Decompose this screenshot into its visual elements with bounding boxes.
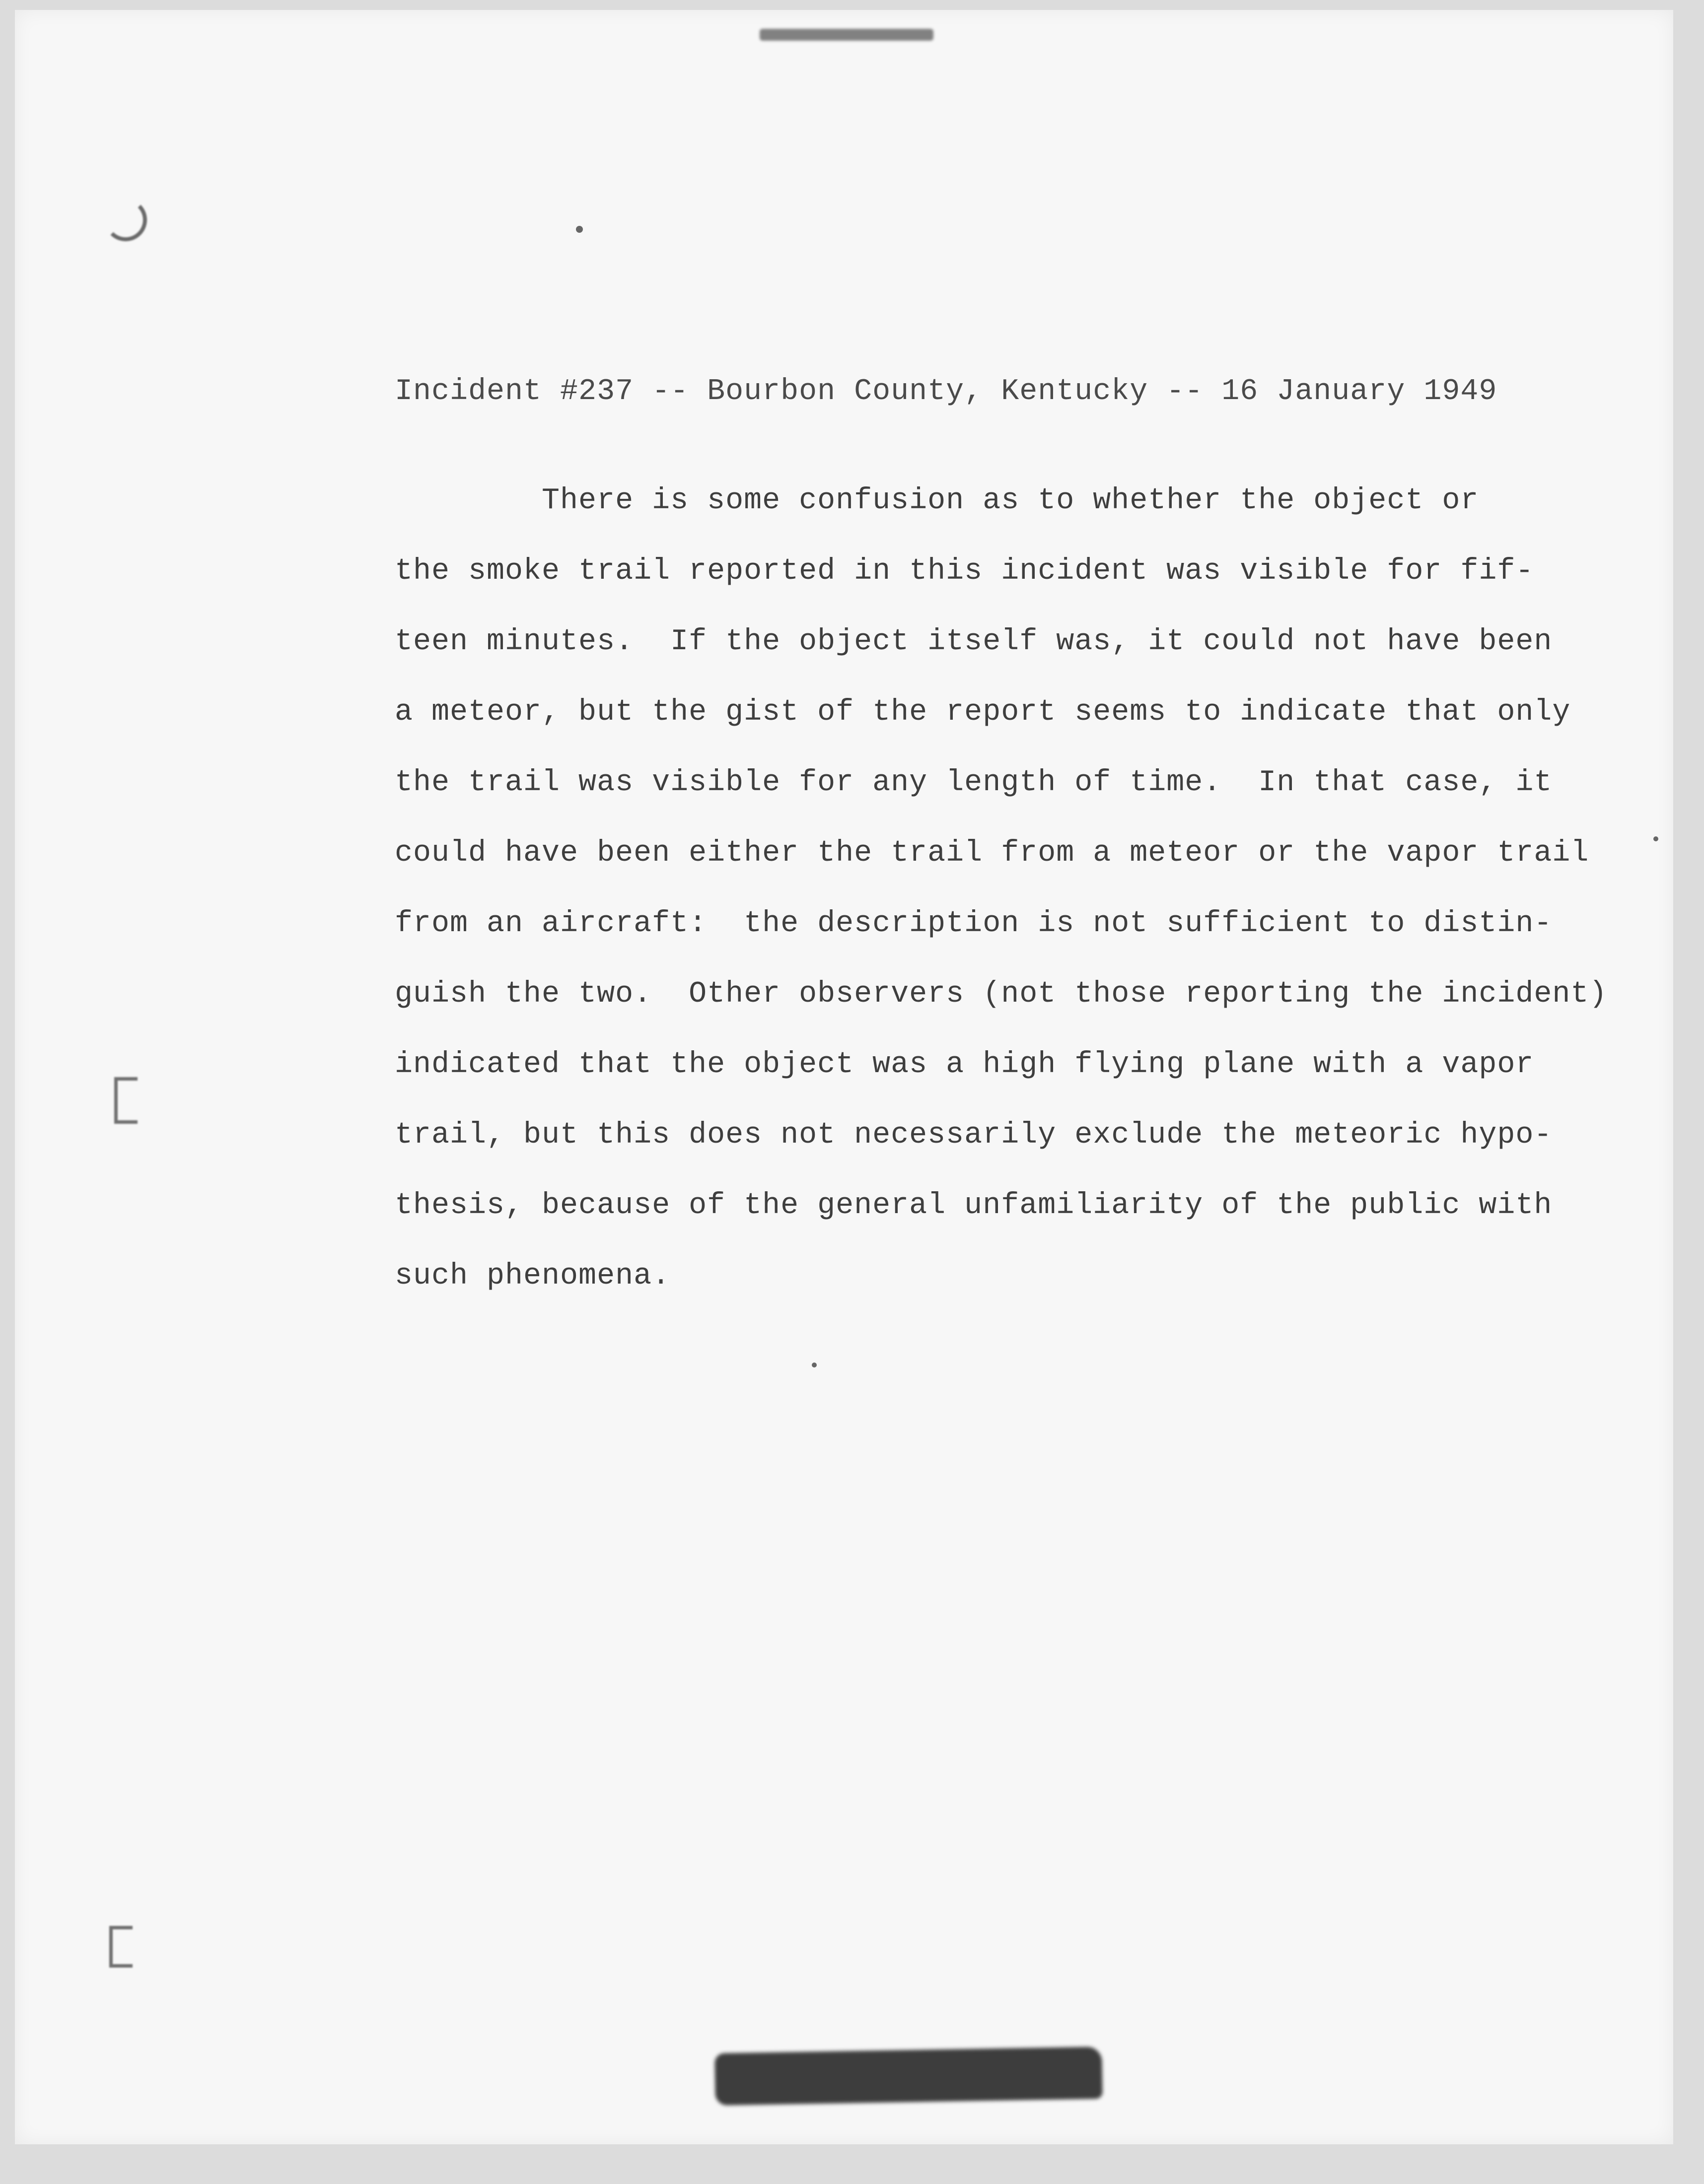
binder-clip-mark-bottom	[109, 1926, 133, 1968]
dust-speck	[576, 226, 583, 233]
paragraph-line: There is some confusion as to whether the object or	[395, 484, 1479, 518]
paragraph-line: a meteor, but the gist of the report seems to indicate that only	[395, 695, 1571, 729]
paragraph-line: could have been either the trail from a meteor or the vapor trail	[395, 836, 1589, 870]
top-smudge-mark	[760, 29, 933, 41]
dust-speck	[1653, 836, 1658, 841]
binder-clip-mark-middle	[114, 1077, 138, 1124]
dust-speck	[812, 1363, 817, 1367]
paragraph-line: from an aircraft: the description is not sufficient to distin-	[395, 907, 1553, 941]
paragraph-line: trail, but this does not necessarily exclude the meteoric hypo-	[395, 1118, 1553, 1152]
paragraph-line: indicated that the object was a high flying plane with a vapor	[395, 1048, 1534, 1082]
incident-title: Incident #237 -- Bourbon County, Kentucky -- 16 January 1949	[395, 375, 1497, 409]
paragraph-line: teen minutes. If the object itself was, it could not have been	[395, 625, 1553, 659]
bottom-redaction-smudge	[714, 2047, 1103, 2106]
document-sheet	[15, 10, 1673, 2144]
paragraph-line: the trail was visible for any length of time. In that case, it	[395, 766, 1553, 800]
paragraph-line: guish the two. Other observers (not those reporting the incident)	[395, 977, 1608, 1011]
paragraph-line: the smoke trail reported in this incident was visible for fif-	[395, 554, 1534, 588]
paragraph-line: thesis, because of the general unfamiliarity of the public with	[395, 1189, 1553, 1223]
punch-hole-mark-top	[104, 199, 147, 241]
paragraph-line: such phenomena.	[395, 1259, 671, 1293]
